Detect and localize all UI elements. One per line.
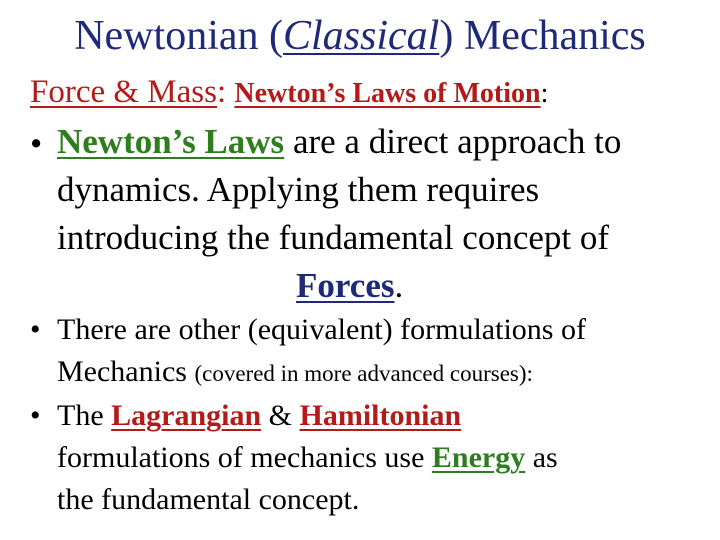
bullet1-line3: introducing the fundamental concept of [57, 218, 610, 257]
bullet3-line3: the fundamental concept. [57, 483, 360, 516]
bullet3-line2-post: as [525, 441, 558, 474]
hamiltonian-term: Hamiltonian [299, 399, 462, 432]
bullet-dot: • [30, 313, 41, 346]
energy-term: Energy [431, 441, 526, 474]
forces-term: Forces [296, 266, 395, 305]
bullet2-line1: There are other (equivalent) formulations of [57, 313, 586, 346]
subtitle-laws-of-motion: Newton’s Laws of Motion [234, 78, 541, 109]
bullet1-line1 [57, 118, 621, 166]
slide-title [0, 10, 720, 62]
newtons-laws-term: Newton’s Laws [57, 122, 285, 161]
title-classical: Classical [283, 13, 440, 59]
bullet3-the: The [57, 399, 112, 432]
bullet2-mechanics: Mechanics [57, 355, 195, 388]
bullet3-line2-pre: formulations of mechanics use [57, 441, 432, 474]
bullet-dot: • [30, 124, 43, 163]
slide-subtitle [30, 72, 548, 118]
bullet2-parenthetical: (covered in more advanced courses): [194, 361, 533, 386]
subtitle-force-mass: Force & Mass [30, 74, 217, 110]
bullet3-line1 [57, 396, 461, 436]
bullet1-line4 [296, 262, 403, 310]
title-part1: Newtonian ( [74, 13, 283, 59]
bullet1-line1-rest: are a direct approach to [284, 122, 622, 161]
bullet1-line2: dynamics. Applying them requires [57, 170, 540, 209]
bullet-dot: • [30, 399, 41, 432]
bullet3-amp: & [261, 399, 300, 432]
bullet2-line2 [57, 352, 533, 394]
bullet1-period: . [394, 266, 404, 305]
title-part2: ) Mechanics [439, 13, 646, 59]
subtitle-colon-end: : [540, 78, 549, 109]
bullet3-line2 [57, 438, 558, 478]
subtitle-colon: : [216, 74, 235, 110]
lagrangian-term: Lagrangian [111, 399, 262, 432]
